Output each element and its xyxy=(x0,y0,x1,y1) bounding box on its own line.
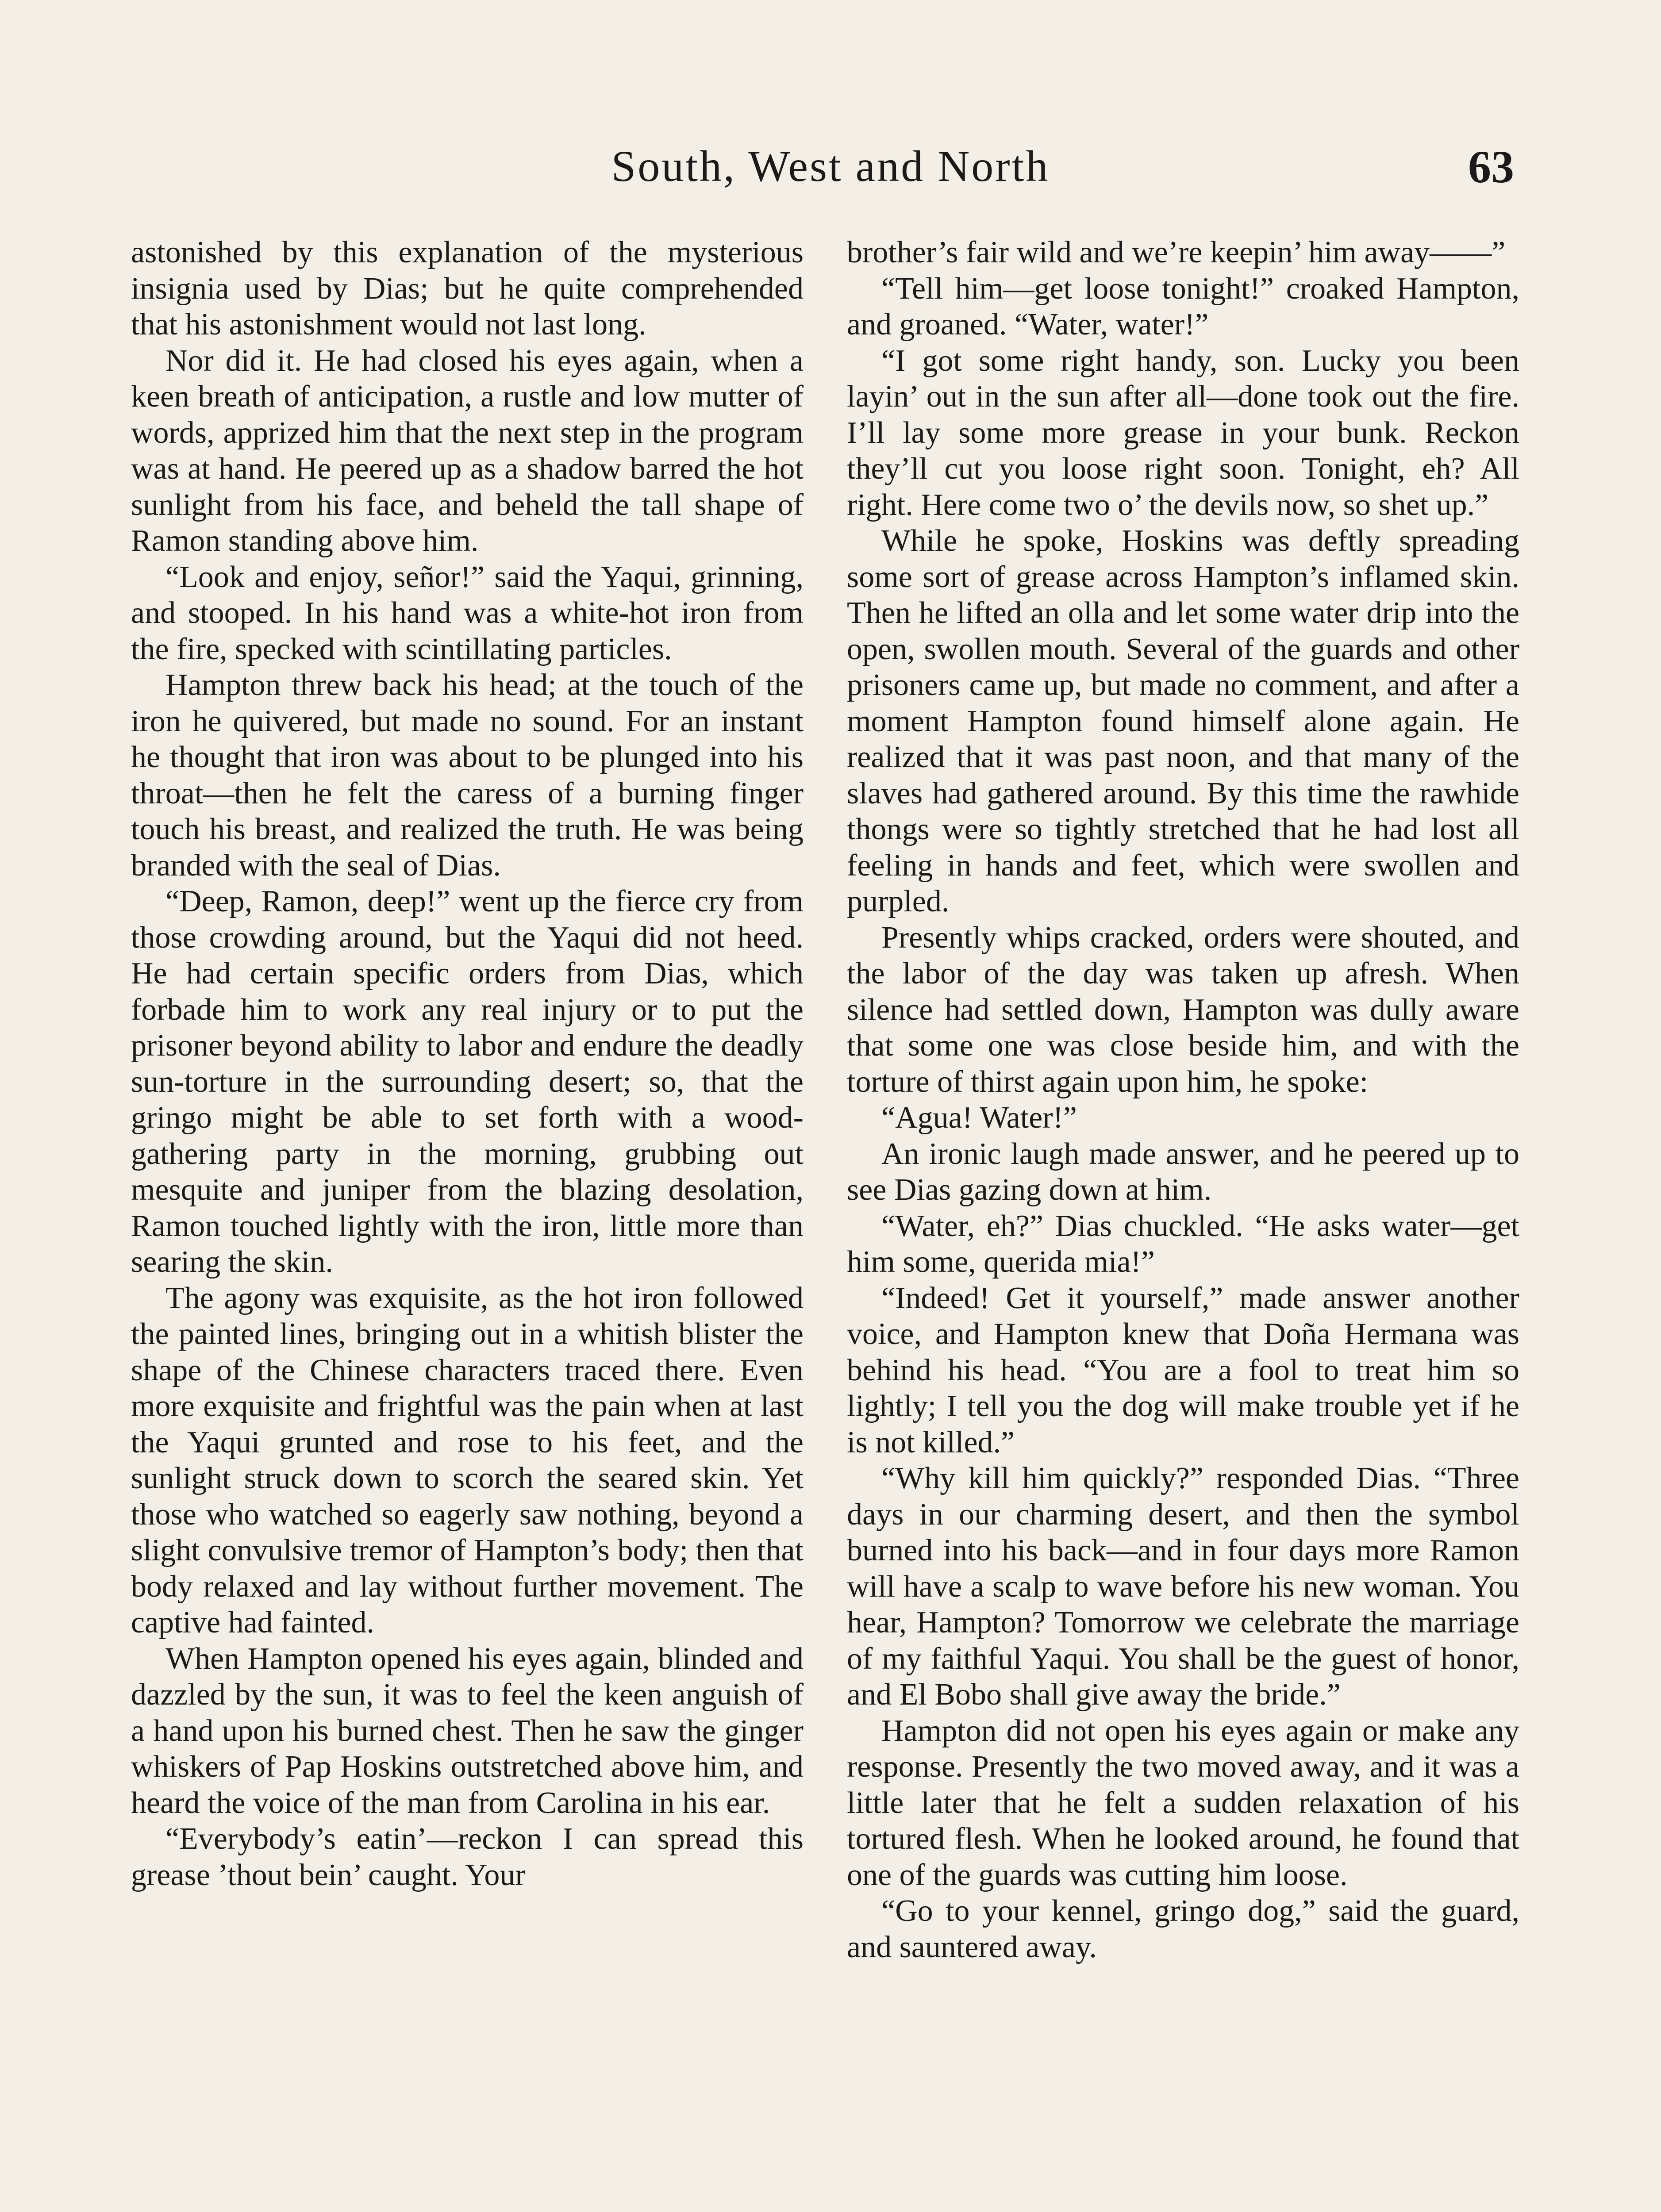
page-number: 63 xyxy=(1468,142,1514,192)
right-column xyxy=(847,234,1519,1965)
paragraph: Hampton threw back his head; at the touch of the iron he quivered, but made no sound. For an instant he thought that iron was about to be plunged into his throat—then he felt the caress of a burning finger touch his breast, and realized the truth. He was being branded with the seal of Dias. xyxy=(131,668,804,883)
paragraph: “Tell him—get loose tonight!” croaked Hampton, and groaned. “Water, water!” xyxy=(847,271,1519,342)
paragraph: “Look and enjoy, señor!” said the Yaqui, grinning, and stooped. In his hand was a white-hot iron from the fire, specked with scintillating particles. xyxy=(131,560,804,666)
paragraph: Nor did it. He had closed his eyes again, when a keen breath of anticipation, a rustle and low mutter of words, apprized him that the next step in the program was at hand. He peered up as a shadow barred the hot sunlight from his face, and beheld the tall shape of Ramon standing above him. xyxy=(131,343,804,558)
left-column xyxy=(131,234,804,1893)
paragraph: “Why kill him quickly?” responded Dias. “Three days in our charming desert, and then the symbol burned into his back—and in four days more Ramon will have a scalp to wave before his new woman. You hear, Hampton? Tomorrow we celebrate the marriage of my faithful Yaqui. You shall be the guest of honor, and El Bobo shall give away the bride.” xyxy=(847,1461,1519,1712)
paragraph: “Deep, Ramon, deep!” went up the fierce cry from those crowding around, but the Yaqui did not heed. He had certain specific orders from Dias, which forbade him to work any real injury or to put the prisoner beyond ability to labor and endure the deadly sun-torture in the surrounding desert; so, that the gringo might be able to set forth with a wood-gathering party in the morning, grubbing out mesquite and juniper from the blazing desolation, Ramon touched lightly with the iron, little more than searing the skin. xyxy=(131,884,804,1279)
paragraph: “Agua! Water!” xyxy=(881,1101,1077,1135)
paragraph: While he spoke, Hoskins was deftly spreading some sort of grease across Hampton’s inflamed skin. Then he lifted an olla and let some water drip into the open, swollen mouth. Several of the guards and other prisoners came up, but made no comment, and after a moment Hampton found himself alone again. He realized that it was past noon, and that many of the slaves had gathered around. By this time the rawhide thongs were so tightly stretched that he had lost all feeling in hands and feet, which were swollen and purpled. xyxy=(847,524,1519,918)
paragraph: An ironic laugh made answer, and he peered up to see Dias gazing down at him. xyxy=(847,1137,1519,1207)
paragraph: astonished by this explanation of the mysterious insignia used by Dias; but he quite comprehended that his astonishment would not last long. xyxy=(131,235,804,342)
paragraph: “Water, eh?” Dias chuckled. “He asks water—get him some, querida mia!” xyxy=(847,1209,1519,1279)
paragraph: “Go to your kennel, gringo dog,” said the guard, and sauntered away. xyxy=(847,1894,1519,1964)
paragraph: Hampton did not open his eyes again or make any response. Presently the two moved away, and it was a little later that he felt a sudden relaxation of his tortured flesh. When he looked around, he found that one of the guards was cutting him loose. xyxy=(847,1713,1519,1892)
paragraph: “Everybody’s eatin’—reckon I can spread this grease ’thout bein’ caught. Your xyxy=(131,1822,804,1892)
page-header xyxy=(0,141,1661,203)
paragraph: “I got some right handy, son. Lucky you been layin’ out in the sun after all—done took out the fire. I’ll lay some more grease in your bunk. Reckon they’ll cut you loose right soon. Tonight, eh? All right. Here come two o’ the devils now, so shet up.” xyxy=(847,343,1519,522)
paragraph: When Hampton opened his eyes again, blinded and dazzled by the sun, it was to feel the keen anguish of a hand upon his burned chest. Then he saw the ginger whiskers of Pap Hoskins outstretched above him, and heard the voice of the man from Carolina in his ear. xyxy=(131,1641,804,1820)
paragraph: brother’s fair wild and we’re keepin’ him away——” xyxy=(847,235,1506,269)
paragraph: Presently whips cracked, orders were shouted, and the labor of the day was taken up afresh. When silence had settled down, Hampton was dully aware that some one was close beside him, and with the torture of thirst again upon him, he spoke: xyxy=(847,920,1519,1099)
paragraph: “Indeed! Get it yourself,” made answer another voice, and Hampton knew that Doña Hermana was behind his head. “You are a fool to treat him so lightly; I tell you the dog will make trouble yet if he is not killed.” xyxy=(847,1281,1519,1459)
running-head: South, West and North xyxy=(611,142,1050,191)
paragraph: The agony was exquisite, as the hot iron followed the painted lines, bringing out in a whitish blister the shape of the Chinese characters traced there. Even more exquisite and frightful was the pain when at last the Yaqui grunted and rose to his feet, and the sunlight struck down to scorch the seared skin. Yet those who watched so eagerly saw nothing, beyond a slight convulsive tremor of Hampton’s body; then that body relaxed and lay without further movement. The captive had fainted. xyxy=(131,1281,804,1640)
